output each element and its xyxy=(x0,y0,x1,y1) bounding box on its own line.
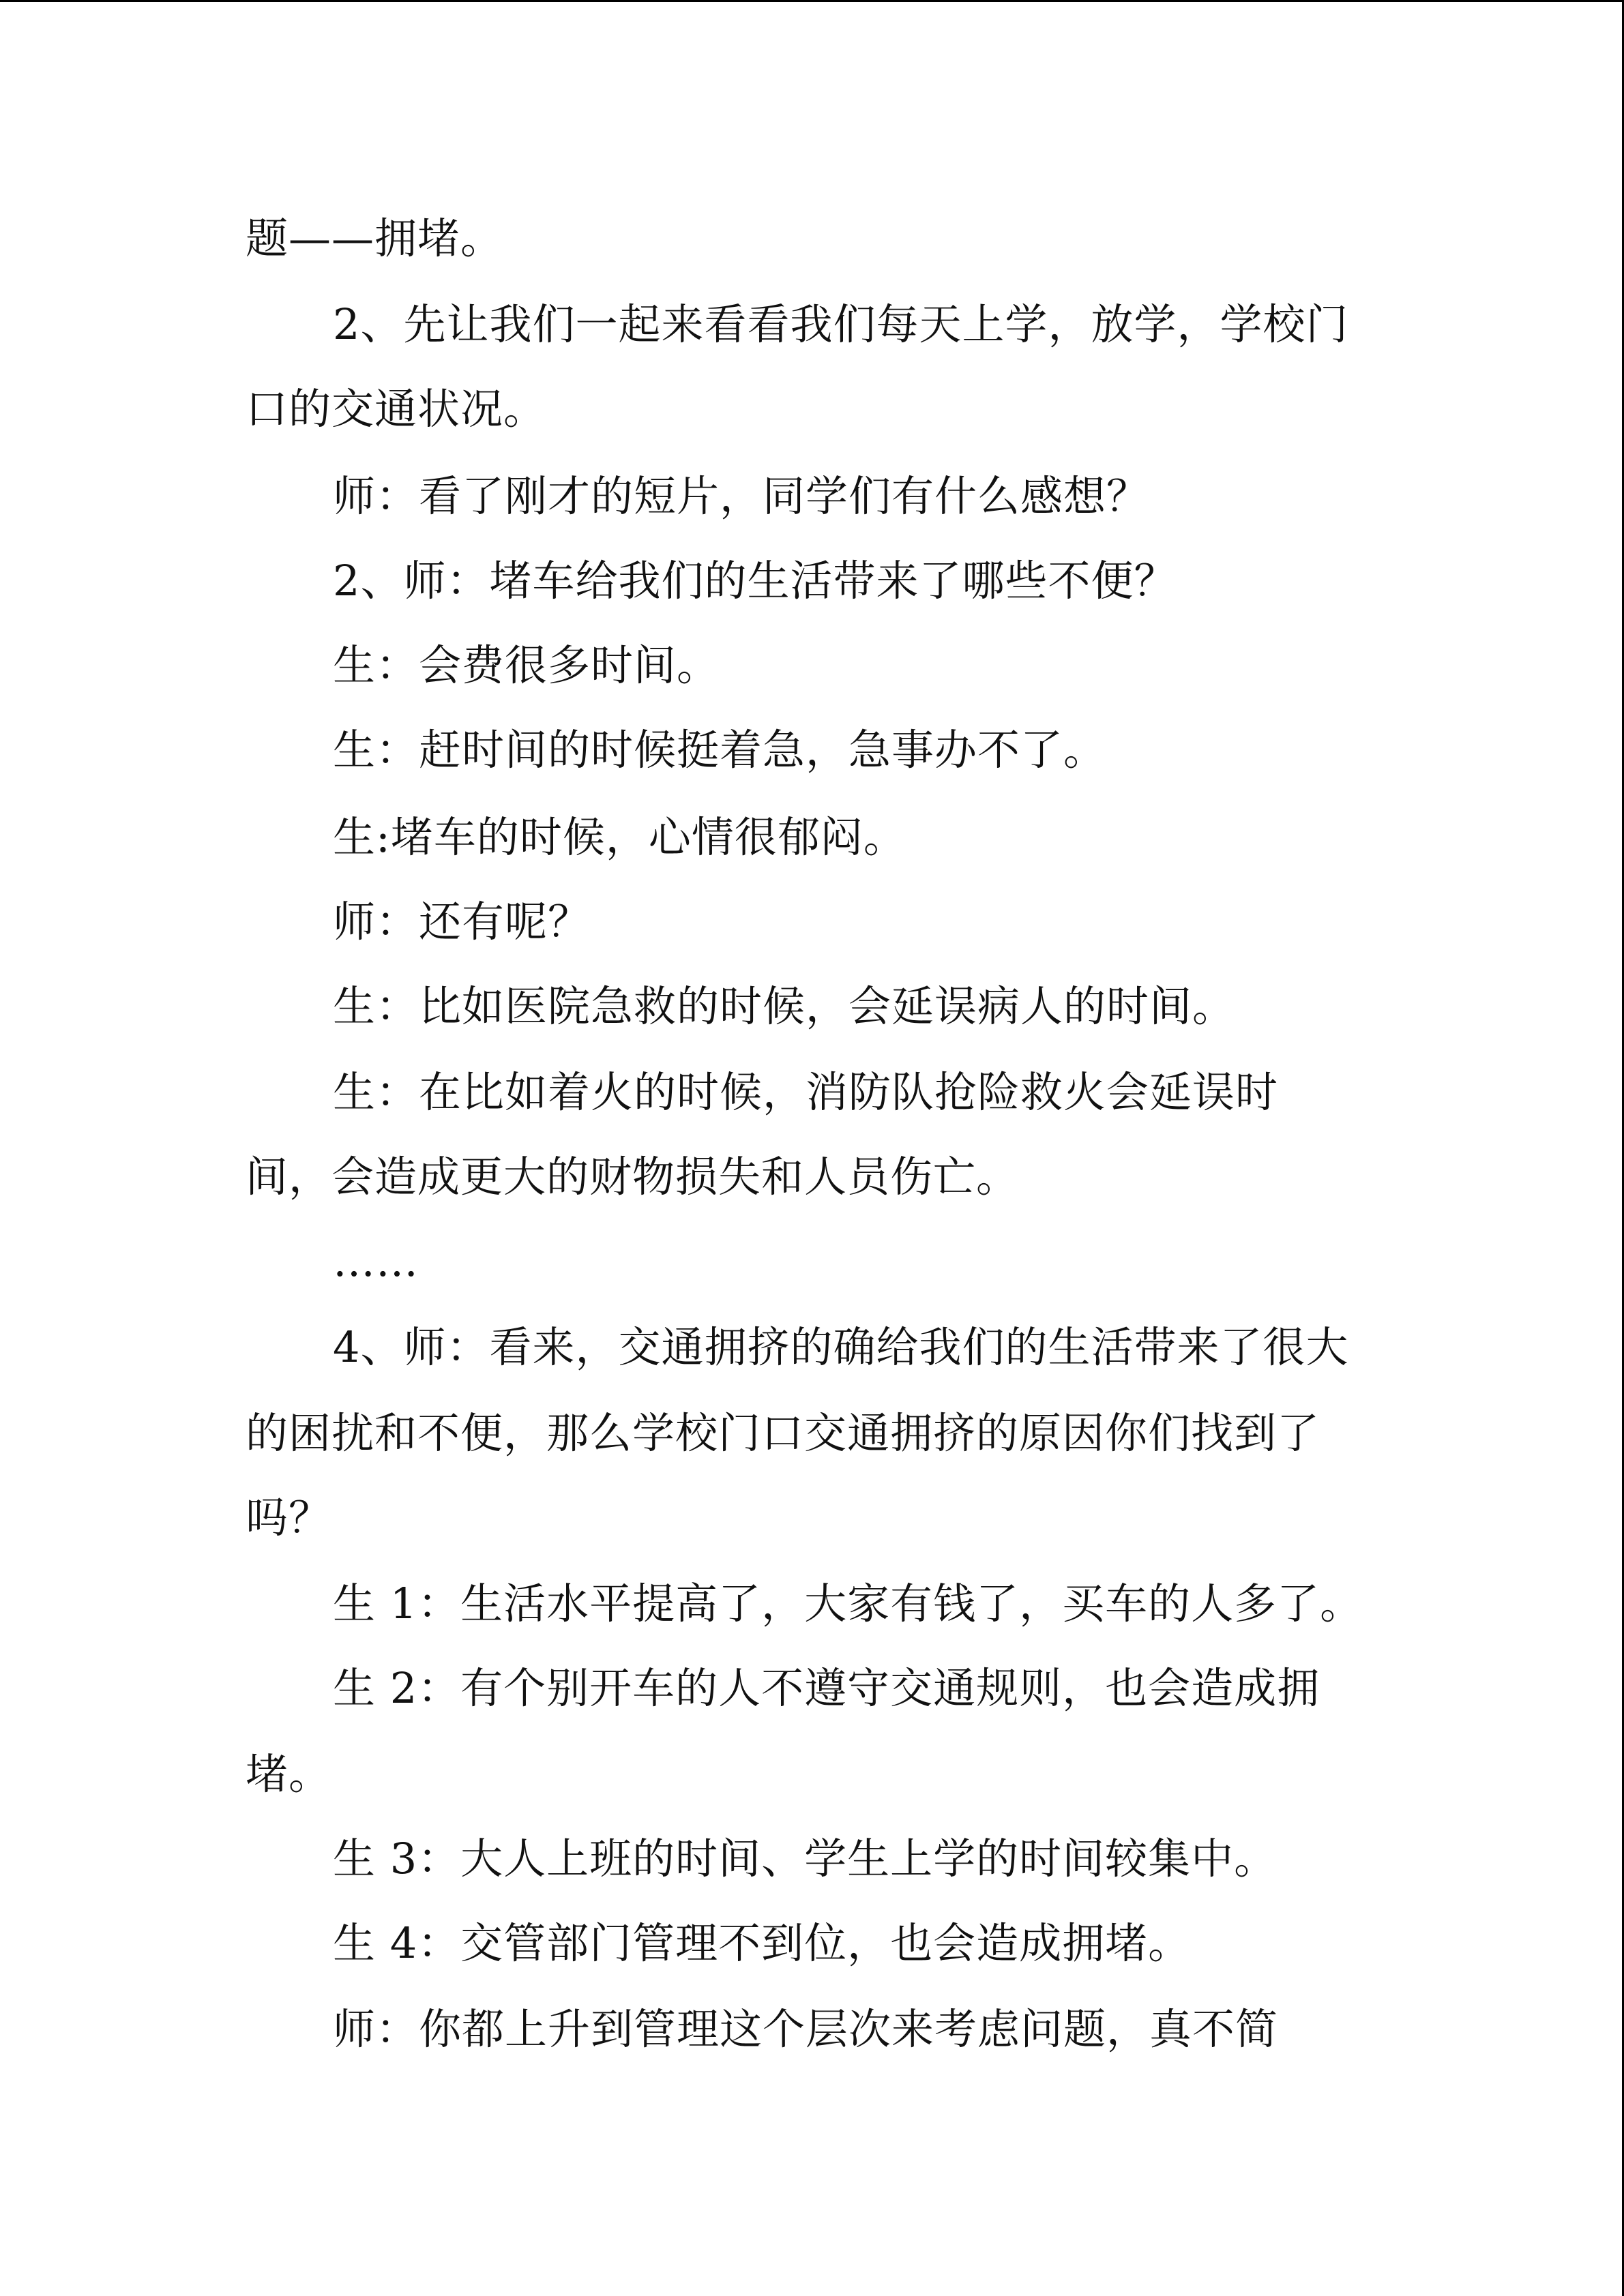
text-line-20: 生 3：大人上班的时间、学生上学的时间较集中。 xyxy=(333,1834,1278,1883)
text-line-14: 4、师：看来，交通拥挤的确给我们的生活带来了很大 xyxy=(333,1322,1349,1372)
text-line-2: 2、先让我们一起来看看我们每天上学，放学，学校门 xyxy=(333,299,1349,349)
text-line-11: 生：在比如着火的时候，消防队抢险救火会延误时 xyxy=(333,1067,1279,1117)
text-line-5: 2、师：堵车给我们的生活带来了哪些不便？ xyxy=(333,556,1177,606)
text-line-13: …… xyxy=(333,1236,419,1286)
text-line-1: 题——拥堵。 xyxy=(246,213,504,263)
text-line-7: 生：赶时间的时候挺着急，急事办不了。 xyxy=(333,725,1107,775)
text-line-16: 吗？ xyxy=(246,1493,332,1542)
text-line-6: 生：会费很多时间。 xyxy=(333,640,720,690)
text-line-3: 口的交通状况。 xyxy=(246,384,547,434)
text-line-4: 师：看了刚才的短片，同学们有什么感想？ xyxy=(333,471,1150,521)
text-line-8: 生:堵车的时候，心情很郁闷。 xyxy=(333,812,906,862)
text-line-12: 间，会造成更大的财物损失和人员伤亡。 xyxy=(246,1152,1020,1202)
text-line-21: 生 4：交管部门管理不到位，也会造成拥堵。 xyxy=(333,1918,1192,1968)
text-line-15: 的困扰和不便，那么学校门口交通拥挤的原因你们找到了 xyxy=(246,1408,1320,1458)
text-line-18: 生 2：有个别开车的人不遵守交通规则，也会造成拥 xyxy=(333,1663,1320,1713)
text-line-22: 师：你都上升到管理这个层次来考虑问题，真不简 xyxy=(333,2004,1279,2054)
text-line-19: 堵。 xyxy=(246,1749,332,1799)
text-line-10: 生：比如医院急救的时候，会延误病人的时间。 xyxy=(333,981,1236,1031)
text-line-9: 师：还有呢？ xyxy=(333,897,591,946)
text-line-17: 生 1：生活水平提高了，大家有钱了，买车的人多了。 xyxy=(333,1579,1363,1628)
